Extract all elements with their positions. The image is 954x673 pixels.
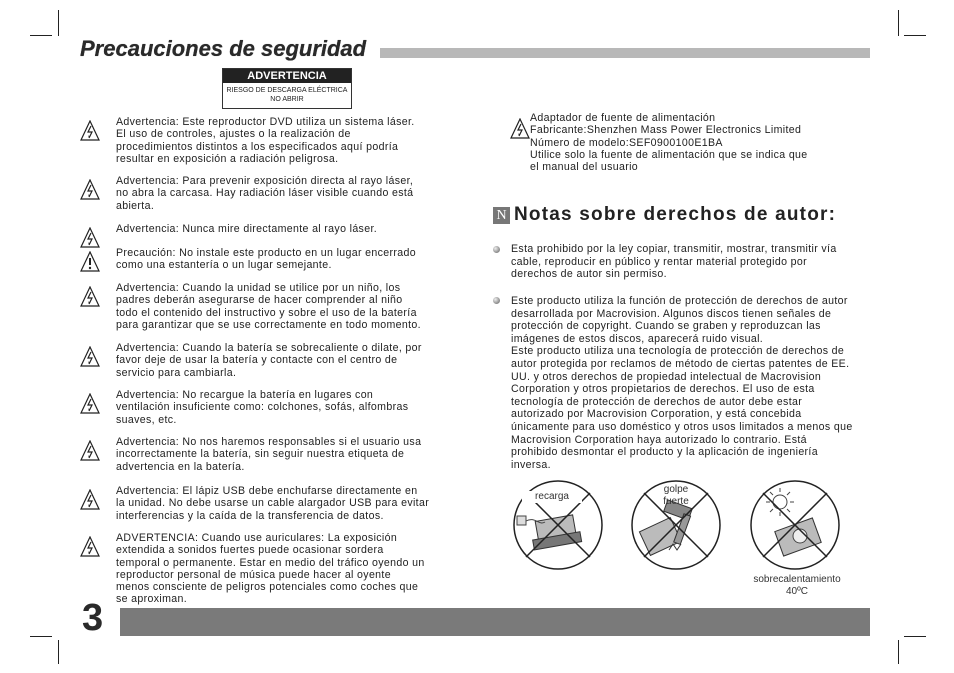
safety-item-text: Advertencia: Cuando la batería se sobrecaliente o dilate, por favor deje de usar la batería y contacte con el centro de servicio para cambiarla. xyxy=(116,342,422,379)
safety-item-text: Advertencia: Nunca mire directamente al rayo láser. xyxy=(116,223,378,235)
copyright-heading-text: Notas sobre derechos de autor: xyxy=(514,204,837,225)
lightning-warning-icon xyxy=(80,179,100,201)
safety-item-text: Advertencia: No recargue la batería en lugares con ventilación insuficiente como: colchones, sofás, alfombras suaves, etc. xyxy=(116,389,409,426)
page-title: Precauciones de seguridad xyxy=(80,36,367,61)
crop-mark xyxy=(904,35,926,36)
lightning-warning-icon xyxy=(80,120,100,142)
safety-item-text: Advertencia: No nos haremos responsables si el usuario usa incorrectamente la batería, sin seguir nuestra etiqueta de advertencia en la batería. xyxy=(116,436,422,473)
page-number: 3 xyxy=(82,597,104,639)
safety-item-text: Advertencia: Para prevenir exposición directa al rayo láser, no abra la carcasa. Hay radiación láser visible cuando está abierta. xyxy=(116,175,414,212)
copyright-paragraph-2: Este producto utiliza la función de protección de derechos de autor desarrollada por Macrovision. Algunos discos tienen señales de protección de copyright. Cuando se graben y reproduzcan las imágenes de estos discos, aparecerá ruido visual. Este producto utiliza una tecnología de protección de derechos de autor protegida por reclamos de método de ciertas patentes de EE. UU. y otros derechos de propiedad intelectual de Macrovision Corporation y otros propietarios de derechos. El uso de esta tecnología de protección de derechos de autor debe estar autorizado por Macrovision Corporation, y está concebida únicamente para uso doméstico y otros usos limitados a menos que Macrovision Corporation haya autorizado lo contrario. Está prohibido desmontar el producto y la aplicación de ingeniería inversa. xyxy=(511,295,853,471)
exclamation-warning-icon xyxy=(80,251,100,273)
lightning-warning-icon xyxy=(80,346,100,368)
crop-mark xyxy=(898,10,899,36)
crop-mark xyxy=(58,10,59,36)
n-square-icon: N xyxy=(493,207,510,224)
impact-label: golpe fuerte xyxy=(663,484,689,507)
footer-bar xyxy=(120,608,870,636)
lightning-warning-icon xyxy=(80,227,100,249)
lightning-warning-icon xyxy=(80,393,100,415)
adapter-text: Adaptador de fuente de alimentación Fabricante:Shenzhen Mass Power Electronics Limited Número de modelo:SEF0900100E1BA Utilice solo la fuente de alimentación que se indica que el manual del usuario xyxy=(530,112,808,174)
safety-item-text: Advertencia: El lápiz USB debe enchufarse directamente en la unidad. No debe usarse un cable alargador USB para evitar interferencias y la caída de la transferencia de datos. xyxy=(116,485,430,522)
lightning-warning-icon xyxy=(80,489,100,511)
title-bar xyxy=(380,48,870,58)
crop-mark xyxy=(58,640,59,664)
lightning-warning-icon xyxy=(80,286,100,308)
bullet-icon xyxy=(493,246,500,253)
copyright-heading xyxy=(514,204,836,226)
crop-mark xyxy=(904,636,926,637)
crop-mark xyxy=(30,35,52,36)
crop-mark xyxy=(898,640,899,664)
lightning-warning-icon xyxy=(80,536,100,558)
recharge-label: recarga xyxy=(522,491,582,503)
crop-mark xyxy=(30,636,52,637)
warning-label-head: ADVERTENCIA xyxy=(223,69,351,83)
warning-label-body: RIESGO DE DESCARGA ELÉCTRICA NO ABRIR xyxy=(226,87,348,103)
safety-item-text: Precaución: No instale este producto en un lugar encerrado como una estantería o un lugar semejante. xyxy=(116,247,417,272)
copyright-paragraph-1: Esta prohibido por la ley copiar, transmitir, mostrar, transmitir vía cable, reproducir en público y rentar material protegido por derechos de autor sin permiso. xyxy=(511,243,837,281)
warning-label xyxy=(222,68,352,109)
lightning-warning-icon xyxy=(80,440,100,462)
overheat-label: sobrecalentamiento 40ºC xyxy=(753,574,841,597)
safety-item-text: ADVERTENCIA: Cuando use auriculares: La exposición extendida a sonidos fuertes puede ocasionar sordera temporal o permanente. Estar en medio del tráfico oyendo un reproductor personal de música puede hacer al oyente menos consciente de peligros potenciales como coches que se aproximan. xyxy=(116,532,425,606)
lightning-warning-icon xyxy=(510,118,530,140)
safety-item-text: Advertencia: Cuando la unidad se utilice por un niño, los padres deberán asegurarse de hacer comprender al niño todo el contenido del instructivo y sobre el uso de la batería para garantizar que se use correctamente en todo momento. xyxy=(116,282,421,331)
safety-item-text: Advertencia: Este reproductor DVD utiliza un sistema láser. El uso de controles, ajustes o la realización de procedimientos distintos a los especificados aquí podría resultar en exposición a radiación peligrosa. xyxy=(116,116,415,165)
bullet-icon xyxy=(493,297,500,304)
overheat-prohibited-icon xyxy=(748,478,842,577)
